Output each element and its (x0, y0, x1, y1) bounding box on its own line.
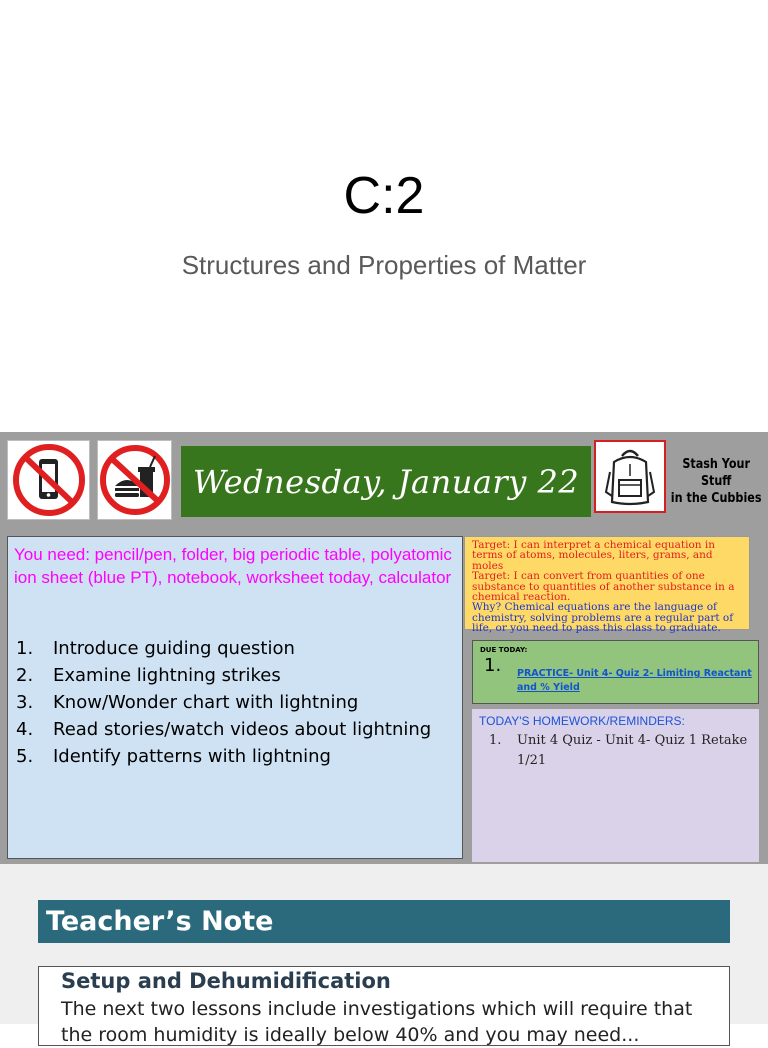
target-2: Target: I can convert from quantities of one substance to quantities of another substance in a chemical reaction. (472, 570, 735, 604)
homework-title: TODAY'S HOMEWORK/REMINDERS: (479, 714, 685, 728)
setup-box (38, 966, 730, 1046)
agenda-slide (0, 432, 768, 864)
list-item: 1. Introduce guiding question (16, 638, 295, 659)
teacher-note-banner: Teacher’s Note (38, 900, 730, 943)
stash-note (668, 456, 764, 507)
you-need-box (7, 536, 463, 859)
due-number: 1. (484, 655, 502, 676)
due-today-box (472, 640, 759, 704)
no-phone-icon (7, 440, 90, 520)
learning-target-box (464, 536, 750, 635)
backpack-icon (594, 440, 666, 513)
list-item: 1. Unit 4 Quiz - Unit 4- Quiz 1 Retake 1/21 (489, 731, 751, 771)
due-label: DUE TODAY: (480, 646, 528, 654)
list-item: 2. Examine lightning strikes (16, 665, 281, 686)
stash-line-2: in the Cubbies (670, 491, 762, 506)
list-item: 5. Identify patterns with lightning (16, 746, 331, 767)
slide-title: C:2 (343, 167, 425, 225)
you-need-text: You need: pencil/pen, folder, big periodic table, polyatomic ion sheet (blue PT), notebook, worksheet today, calculator (14, 545, 452, 587)
homework-box (472, 709, 759, 862)
setup-text: The next two lessons include investigations which will require that the room humidity is ideally below 40% and you may need... (61, 998, 693, 1046)
target-1: Target: I can interpret a chemical equation in terms of atoms, molecules, liters, grams, and moles (472, 539, 715, 572)
slide-subtitle: Structures and Properties of Matter (181, 250, 587, 280)
title-slide (0, 0, 768, 432)
date-banner: Wednesday, January 22 (181, 446, 591, 517)
list-item: 4. Read stories/watch videos about lightning (16, 719, 432, 740)
list-item: 3. Know/Wonder chart with lightning (16, 692, 359, 713)
setup-title: Setup and Dehumidification (61, 969, 391, 993)
due-assignment-link[interactable]: PRACTICE- Unit 4- Quiz 2- Limiting Reactant and % Yield (517, 668, 752, 693)
agenda-list (16, 635, 431, 770)
why-text: Why? Chemical equations are the language of chemistry, solving problems are a regular part of life, or you need to pass this class to graduate. (472, 601, 734, 635)
teacher-note-slide (0, 864, 768, 1046)
stash-line-1: Stash Your Stuff (682, 457, 750, 489)
no-food-icon (97, 440, 172, 520)
homework-item: Unit 4 Quiz - Unit 4- Quiz 1 Retake 1/21 (517, 733, 748, 768)
